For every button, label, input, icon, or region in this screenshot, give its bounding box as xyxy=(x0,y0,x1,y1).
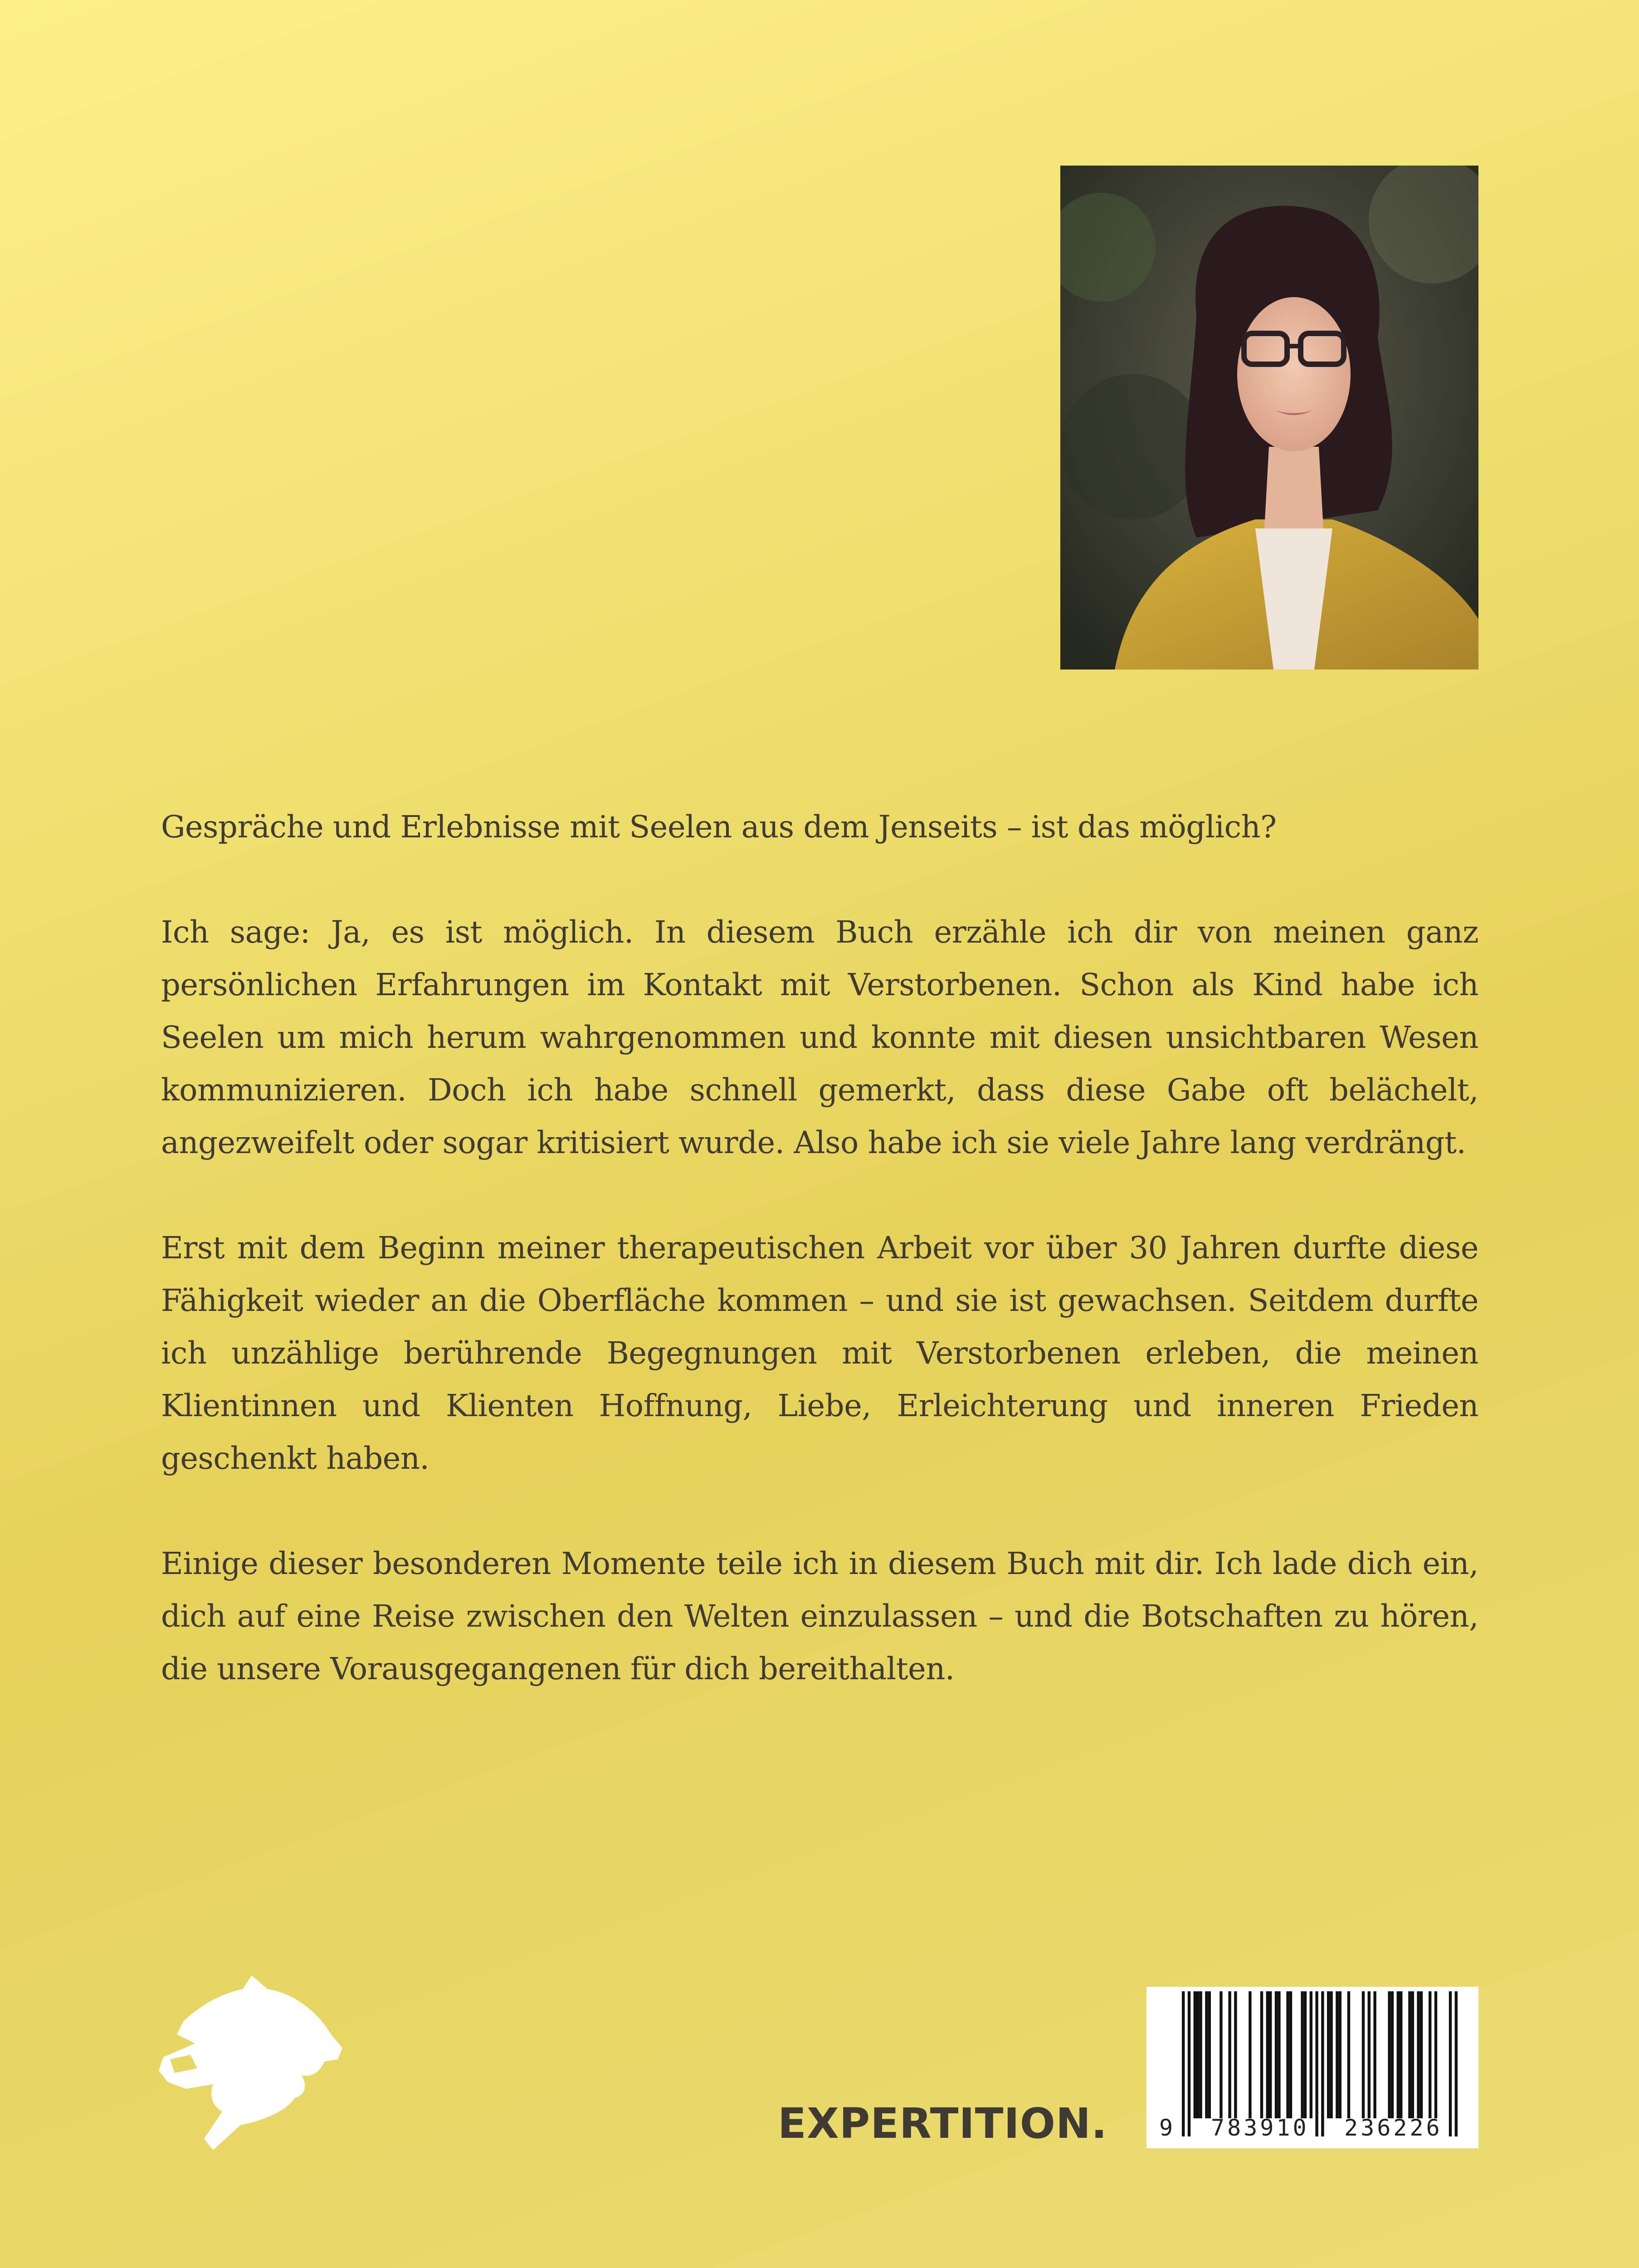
barcode-bar xyxy=(1408,1991,1411,2118)
barcode-lead-digit: 9 xyxy=(1159,2115,1173,2141)
barcode-bar xyxy=(1219,1991,1222,2118)
barcode-bar xyxy=(1397,1991,1400,2118)
barcode-bar xyxy=(1196,1991,1199,2118)
barcode-bar xyxy=(1289,1991,1292,2118)
blurb-paragraph-1: Ich sage: Ja, es ist möglich. In diesem Buch erzähle ich dir von meinen ganz persönlichen Erfahrungen im Kontakt mit Verstorbenen. Schon als Kind habe ich Seelen um mich herum wahrgenommen und konnte mit diesen unsichtbaren Wesen kommunizieren. Doch ich habe schnell gemerkt, dass diese Gabe oft belächelt, angezweifelt oder sogar kritisiert wurde. Also habe ich sie viele Jahre lang verdrängt. xyxy=(161,914,1478,1160)
barcode-bar xyxy=(1205,1991,1208,2118)
barcode-bar xyxy=(1391,1991,1394,2118)
barcode-bar xyxy=(1208,1991,1211,2118)
barcode-bar xyxy=(1228,1991,1231,2118)
barcode-bar xyxy=(1336,1991,1338,2118)
publisher-name: EXPERTITION. xyxy=(778,2099,1107,2148)
barcode-bar xyxy=(1420,1991,1423,2118)
barcode-bar xyxy=(1286,1991,1289,2118)
barcode-bar xyxy=(1301,1991,1303,2118)
blurb-paragraph-3: Einige dieser besonderen Momente teile ich in diesem Buch mit dir. Ich lade dich ein, dich auf eine Reise zwischen den Welten einzulassen – und die Botschaften zu hören, die unsere Vorausgegangenen für dich bereithalten. xyxy=(161,1546,1478,1686)
barcode-bar xyxy=(1199,1991,1202,2118)
barcode-bar xyxy=(1310,1991,1312,2118)
barcode-left-digits: 783910 xyxy=(1211,2115,1309,2141)
barcode-bar xyxy=(1347,1991,1350,2118)
barcode-bar xyxy=(1330,1991,1332,2118)
barcode-bar xyxy=(1234,1991,1237,2118)
blurb-intro: Gespräche und Erlebnisse mit Seelen aus dem Jenseits – ist das möglich? xyxy=(161,809,1277,845)
author-portrait-image xyxy=(1060,166,1478,670)
barcode-bar xyxy=(1411,1991,1414,2118)
barcode-bar xyxy=(1194,1991,1196,2118)
isbn-barcode xyxy=(1146,1987,1478,2148)
barcode-bar xyxy=(1275,1991,1278,2118)
barcode-bar xyxy=(1388,1991,1390,2118)
barcode-bar xyxy=(1269,1991,1272,2118)
barcode-bar xyxy=(1434,1991,1437,2118)
barcode-bar xyxy=(1260,1991,1263,2118)
barcode-digits xyxy=(1146,2115,1478,2146)
author-photo xyxy=(1060,166,1478,670)
blurb-paragraph-2: Erst mit dem Beginn meiner therapeutischen Arbeit vor über 30 Jahren durfte diese Fähigkeit wieder an die Oberfläche kommen – und sie ist gewachsen. Seitdem durfte ich unzählige berührende Begegnungen mit Verstorbenen erleben, die meinen Klientinnen und Klienten Hoffnung, Liebe, Erleichterung und inneren Frieden geschenkt haben. xyxy=(161,1230,1478,1476)
barcode-bar xyxy=(1417,1991,1419,2118)
barcode-bar xyxy=(1327,1991,1330,2118)
barcode-bar xyxy=(1249,1991,1251,2118)
barcode-bar xyxy=(1362,1991,1365,2118)
barcode-bar xyxy=(1373,1991,1376,2118)
barcode-bar xyxy=(1304,1991,1307,2118)
barcode-right-digits: 236226 xyxy=(1344,2115,1443,2141)
barcode-bar xyxy=(1429,1991,1431,2118)
barcode-bar xyxy=(1266,1991,1269,2118)
barcode-bar xyxy=(1339,1991,1341,2118)
barcode-bar xyxy=(1368,1991,1371,2118)
back-cover-blurb xyxy=(161,801,1478,1748)
lion-head-icon xyxy=(159,1975,345,2152)
barcode-bar xyxy=(1278,1991,1280,2118)
barcode-bar xyxy=(1400,1991,1402,2118)
